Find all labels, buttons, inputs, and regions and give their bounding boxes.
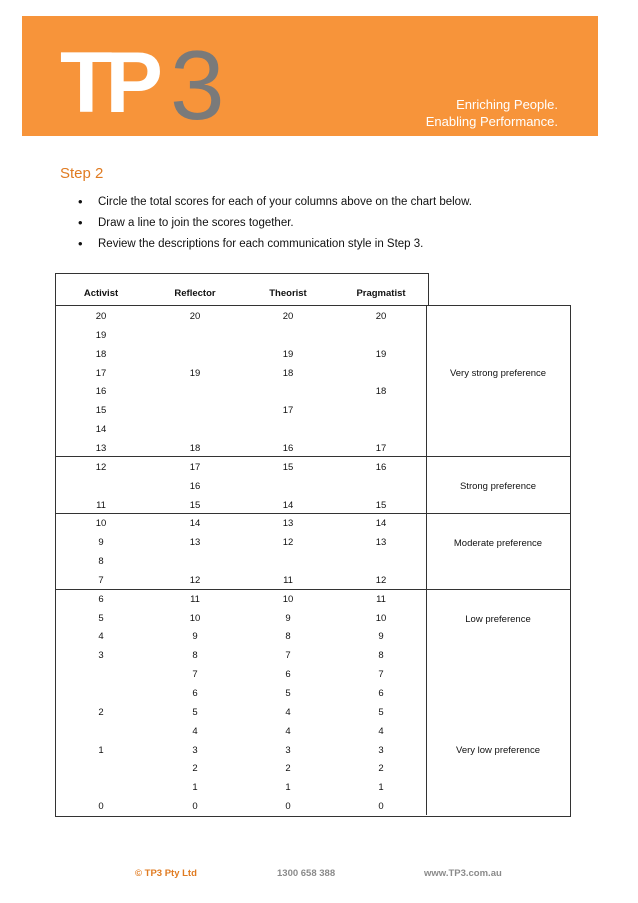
score-cell: 9 — [98, 537, 104, 549]
score-cell: 17 — [375, 442, 387, 454]
score-cell: 20 — [375, 311, 387, 322]
score-cell: 4 — [192, 725, 198, 737]
score-cell: 6 — [192, 688, 198, 699]
instruction-item: • Circle the total scores for each of your columns above on the chart below. — [78, 193, 472, 214]
score-cell: 10 — [189, 612, 201, 624]
score-cell: 14 — [282, 499, 294, 511]
preference-moderate: Moderate preference — [453, 538, 543, 549]
score-cell: 2 — [285, 763, 291, 775]
preference-low: Low preference — [465, 614, 531, 625]
band-divider — [55, 456, 571, 457]
score-cell: 7 — [378, 669, 384, 681]
score-cell: 12 — [375, 574, 387, 586]
score-cell: 17 — [282, 405, 294, 417]
score-cell: 8 — [98, 556, 104, 568]
score-cell: 10 — [282, 593, 294, 605]
score-cell: 11 — [190, 593, 200, 605]
tagline-line1: Enriching People. — [456, 97, 558, 112]
score-cell: 3 — [378, 744, 384, 756]
score-cell: 11 — [376, 593, 386, 605]
score-cell: 9 — [285, 612, 291, 624]
score-cell: 16 — [189, 480, 201, 492]
instruction-list — [78, 193, 472, 256]
preference-very-strong: Very strong preference — [449, 368, 547, 379]
score-cell: 0 — [192, 801, 198, 813]
score-cell: 14 — [375, 518, 387, 530]
score-cell: 0 — [98, 801, 104, 813]
score-cell: 17 — [95, 367, 107, 379]
instruction-item: • Review the descriptions for each communication style in Step 3. — [78, 235, 472, 256]
header-activist: Activist — [83, 288, 119, 299]
score-cell: 18 — [95, 348, 107, 360]
score-cell: 11 — [283, 574, 293, 586]
preference-very-low: Very low preference — [456, 745, 540, 756]
band-divider — [55, 513, 571, 514]
score-cell: 15 — [95, 405, 107, 417]
footer-phone: 1300 658 388 — [277, 868, 336, 879]
score-cell: 8 — [192, 650, 198, 662]
score-cell: 5 — [98, 612, 104, 624]
header-theorist: Theorist — [269, 288, 307, 299]
score-cell: 19 — [189, 367, 201, 379]
score-cell: 1 — [378, 782, 384, 794]
instruction-item: • Draw a line to join the scores together. — [78, 214, 472, 235]
score-cell: 4 — [285, 725, 291, 737]
score-cell: 13 — [282, 518, 294, 530]
tagline — [426, 96, 558, 130]
score-cell: 11 — [96, 499, 106, 511]
score-cell: 5 — [192, 706, 198, 718]
score-cell: 10 — [95, 518, 107, 530]
score-cell: 18 — [282, 367, 294, 379]
score-cell: 12 — [189, 574, 201, 586]
score-cell: 17 — [189, 461, 201, 473]
score-cell: 4 — [98, 631, 104, 643]
logo-3: 3 — [170, 30, 225, 140]
score-cell: 1 — [285, 782, 291, 794]
tagline-line2: Enabling Performance. — [425, 114, 558, 129]
score-cell: 2 — [98, 706, 104, 718]
score-cell: 12 — [282, 537, 294, 549]
score-cell: 18 — [375, 386, 387, 398]
score-cell: 1 — [192, 782, 198, 794]
score-cell: 20 — [189, 311, 201, 322]
score-cell: 13 — [189, 537, 201, 549]
score-cell: 2 — [378, 763, 384, 775]
score-cell: 8 — [285, 631, 291, 643]
score-cell: 6 — [98, 593, 104, 605]
score-cell: 6 — [285, 669, 291, 681]
score-cell: 14 — [95, 424, 107, 436]
step-title: Step 2 — [60, 165, 104, 182]
score-cell: 7 — [285, 650, 291, 662]
header-banner — [22, 16, 598, 140]
score-cell: 1 — [98, 744, 104, 756]
score-cell: 0 — [285, 801, 291, 813]
preference-column-divider — [426, 305, 427, 815]
footer-company: © TP3 Pty Ltd — [135, 868, 197, 879]
score-cell: 8 — [378, 650, 384, 662]
score-cell: 4 — [285, 706, 291, 718]
score-cell: 20 — [95, 311, 107, 322]
score-cell: 0 — [378, 801, 384, 813]
score-cell: 3 — [285, 744, 291, 756]
score-cell: 15 — [282, 461, 294, 473]
header-pragmatist: Pragmatist — [356, 288, 406, 299]
band-divider — [55, 589, 571, 590]
score-cell: 15 — [375, 499, 387, 511]
score-cell: 13 — [95, 442, 107, 454]
header-reflector: Reflector — [174, 288, 216, 299]
score-cell: 16 — [95, 386, 107, 398]
score-cell: 19 — [375, 348, 387, 360]
score-cell: 15 — [189, 499, 201, 511]
score-cell: 14 — [189, 518, 201, 530]
score-cell: 7 — [192, 669, 198, 681]
score-cell: 5 — [378, 706, 384, 718]
score-cell: 12 — [95, 461, 107, 473]
preference-strong: Strong preference — [459, 481, 537, 492]
score-cell: 13 — [375, 537, 387, 549]
score-cell: 19 — [282, 348, 294, 360]
score-cell: 16 — [375, 461, 387, 473]
score-cell: 4 — [378, 725, 384, 737]
score-cell: 9 — [192, 631, 198, 643]
score-cell: 6 — [378, 688, 384, 699]
score-cell: 10 — [375, 612, 387, 624]
footer-website: www.TP3.com.au — [424, 868, 502, 879]
score-cell: 3 — [192, 744, 198, 756]
score-cell: 16 — [282, 442, 294, 454]
score-table — [55, 305, 571, 817]
score-cell: 7 — [98, 574, 104, 586]
score-cell: 2 — [192, 763, 198, 775]
score-cell: 5 — [285, 688, 291, 699]
logo-tp: TP — [60, 35, 156, 131]
score-cell: 19 — [95, 329, 107, 341]
score-cell: 3 — [98, 650, 104, 662]
score-cell: 18 — [189, 442, 201, 454]
score-cell: 9 — [378, 631, 384, 643]
score-cell: 20 — [282, 311, 294, 322]
